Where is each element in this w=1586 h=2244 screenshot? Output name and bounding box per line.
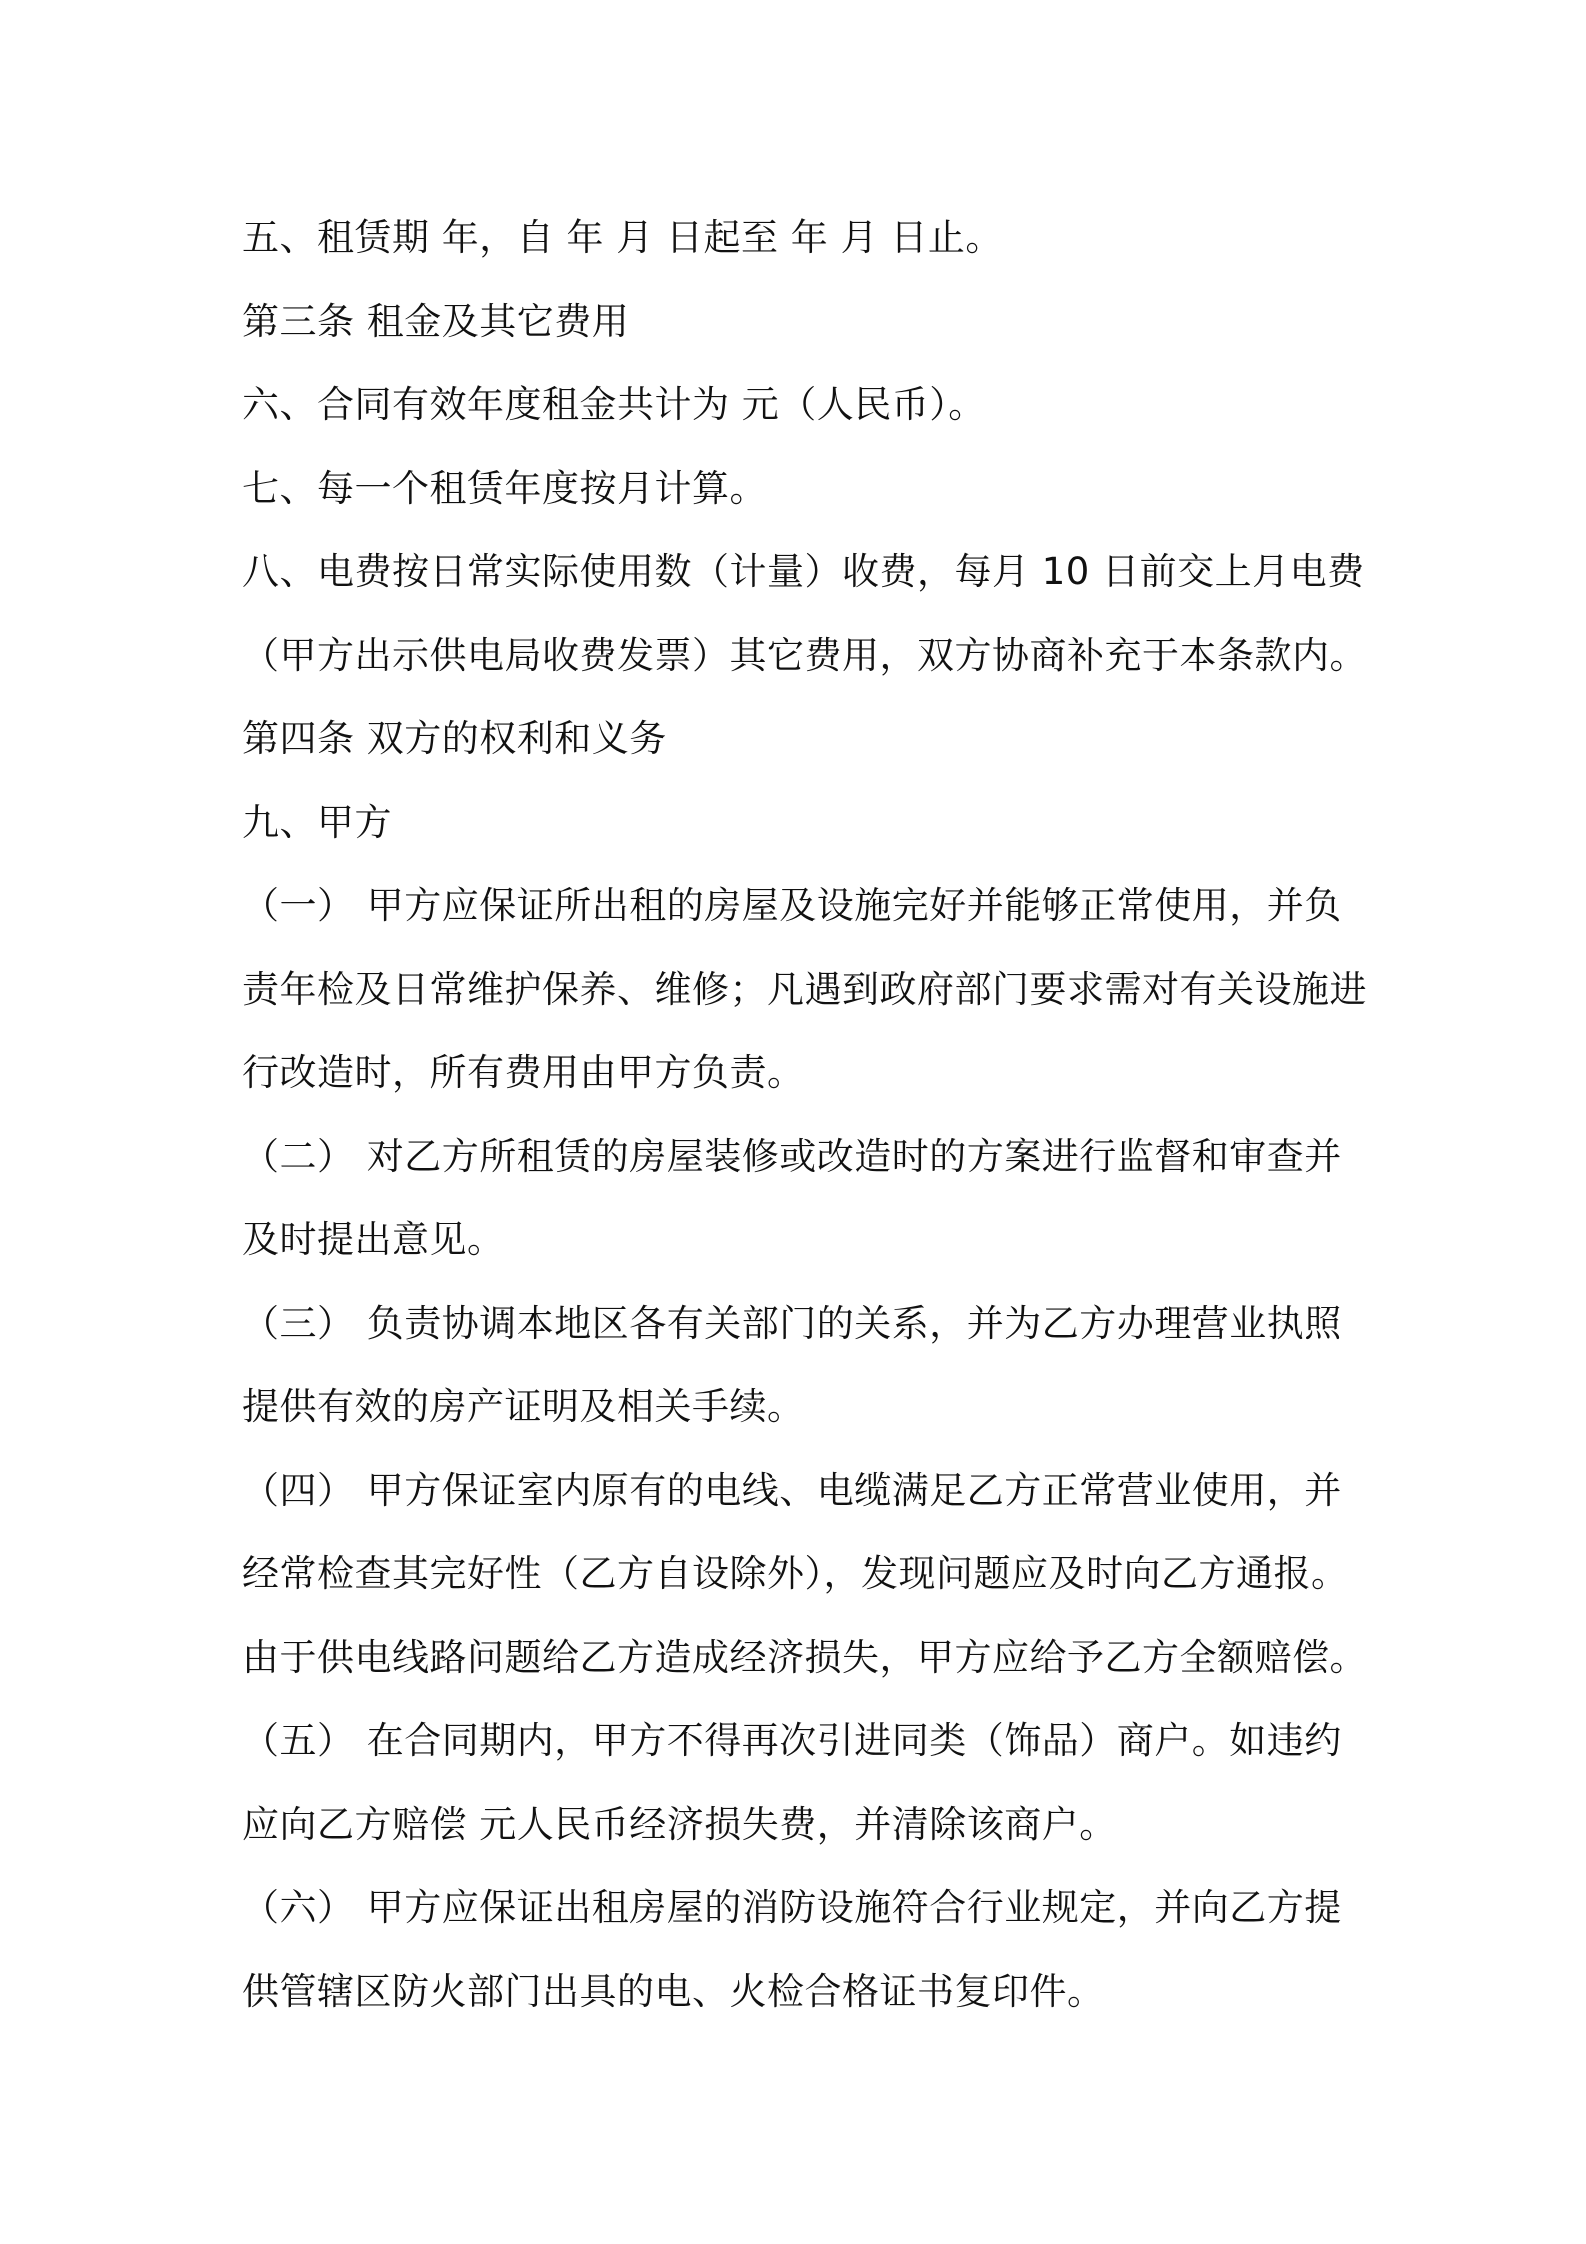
text-line-clause-2: （二） 对乙方所租赁的房屋装修或改造时的方案进行监督和审查并 [242, 1134, 1342, 1178]
text-line-electricity-fee: 八、电费按日常实际使用数（计量）收费，每月 10 日前交上月电费 [242, 550, 1365, 593]
text-line-clause-3-end: 提供有效的房产证明及相关手续。 [242, 1385, 805, 1428]
text-line-clause-6-end: 供管辖区防火部门出具的电、火检合格证书复印件。 [242, 1969, 1105, 2013]
text-line-clause-1: （一） 甲方应保证所出租的房屋及设施完好并能够正常使用，并负 [242, 884, 1342, 927]
text-line-annual-rent: 六、合同有效年度租金共计为 元（人民币）。 [242, 383, 986, 426]
text-line-clause-1-end: 行改造时，所有费用由甲方负责。 [242, 1051, 805, 1094]
text-line-clause-4: （四） 甲方保证室内原有的电线、电缆满足乙方正常营业使用，并 [242, 1468, 1342, 1512]
text-line-clause-3: （三） 负责协调本地区各有关部门的关系，并为乙方办理营业执照 [242, 1301, 1342, 1345]
text-line-clause-4-end: 由于供电线路问题给乙方造成经济损失，甲方应给予乙方全额赔偿。 [242, 1635, 1367, 1679]
text-line-electricity-fee-cont: （甲方出示供电局收费发票）其它费用，双方协商补充于本条款内。 [242, 633, 1367, 677]
text-line-monthly-calc: 七、每一个租赁年度按月计算。 [242, 466, 767, 510]
text-line-clause-1-cont: 责年检及日常维护保养、维修；凡遇到政府部门要求需对有关设施进 [242, 967, 1367, 1011]
text-line-clause-5-end: 应向乙方赔偿 元人民币经济损失费，并清除该商户。 [242, 1802, 1117, 1846]
text-line-clause-4-cont: 经常检查其完好性（乙方自设除外），发现问题应及时向乙方通报。 [242, 1552, 1349, 1595]
contract-text [242, 196, 1367, 2033]
heading-article-four: 第四条 双方的权利和义务 [242, 717, 667, 760]
text-line-clause-6: （六） 甲方应保证出租房屋的消防设施符合行业规定，并向乙方提 [242, 1886, 1342, 1929]
text-line-clause-5: （五） 在合同期内，甲方不得再次引进同类（饰品）商户。如违约 [242, 1719, 1342, 1762]
heading-party-a: 九、甲方 [242, 800, 392, 844]
text-line-clause-2-end: 及时提出意见。 [242, 1218, 505, 1261]
heading-article-three: 第三条 租金及其它费用 [242, 299, 630, 343]
text-line-lease-term: 五、租赁期 年，自 年 月 日起至 年 月 日止。 [242, 216, 1003, 259]
